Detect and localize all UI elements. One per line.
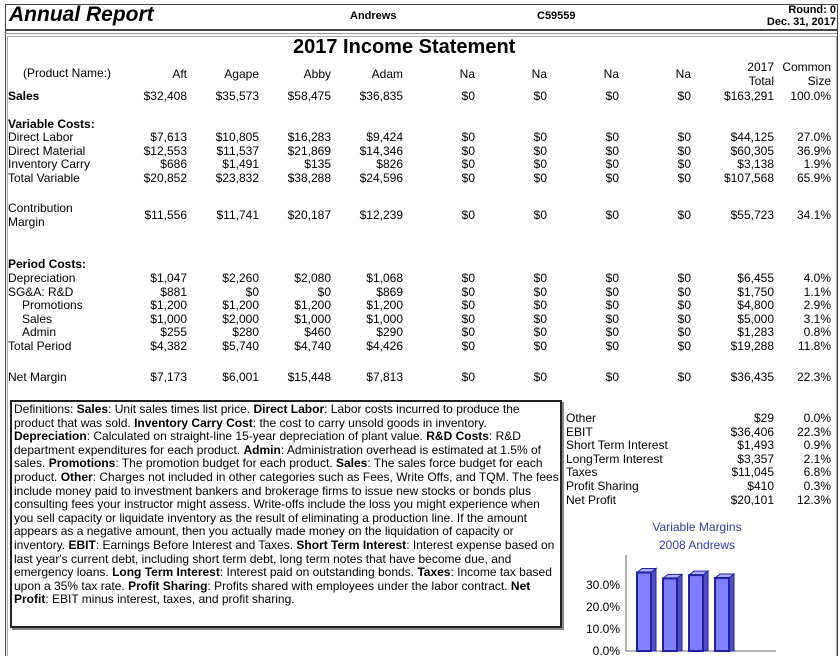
cell-value: $16,283 <box>287 130 331 144</box>
cell-value: $686 <box>160 157 187 172</box>
cell-value: $1,068 <box>366 271 403 285</box>
definition-term: Short Term Interest <box>296 537 407 552</box>
definition-text: : Administration overhead is estimated at 1.5% of sales. <box>14 442 541 471</box>
bar-adam <box>715 578 729 651</box>
variable-cost-label: Total Variable <box>8 170 80 185</box>
cell-value: $0 <box>677 208 691 222</box>
cell-value: $826 <box>376 157 403 172</box>
definition-text: : Earnings Before Interest and Taxes. <box>95 537 297 552</box>
definition-term: Admin <box>243 442 281 457</box>
cell-value: $6,001 <box>222 370 259 384</box>
definition-text: : Unit sales times list price. <box>108 402 254 416</box>
chart-title: Variable Margins <box>652 520 742 534</box>
cell-value: $0 <box>677 284 691 299</box>
cell-value: $4,740 <box>294 339 331 353</box>
cell-value: $11,741 <box>216 208 259 222</box>
cell-value: $24,596 <box>359 170 403 185</box>
cell-value: $0 <box>605 339 619 353</box>
definition-term: Sales <box>335 456 368 471</box>
cell-value: $0 <box>533 298 547 313</box>
cell-value: $2,260 <box>222 271 259 285</box>
cell-value: $0 <box>605 170 619 185</box>
definition-term: Depreciation <box>14 429 87 444</box>
period-cost-label: Sales <box>22 311 53 326</box>
cell-value: $1,200 <box>366 298 403 313</box>
cell-value: $21,869 <box>287 143 331 158</box>
total-value: $163,291 <box>723 89 774 103</box>
summary-percent: 2.1% <box>803 451 831 466</box>
definition-text: : R&D department expenditures for each product. <box>14 429 521 457</box>
cell-value: $1,000 <box>150 311 187 326</box>
cell-value: $12,239 <box>359 208 403 222</box>
cell-value: $0 <box>461 284 475 299</box>
variable-cost-label: Inventory Carry <box>8 157 91 172</box>
product-column-header: Agape <box>224 67 259 81</box>
variable-cost-label: Direct Labor <box>8 130 74 144</box>
summary-percent: 22.3% <box>796 424 831 439</box>
definition-term: Other <box>60 469 93 484</box>
summary-percent: 0.9% <box>803 438 831 453</box>
common-size-header: Size <box>807 74 831 88</box>
summary-percent: 0.0% <box>803 411 831 425</box>
definition-text: : Labor costs incurred to produce the product that was sold. <box>14 402 520 430</box>
summary-value: $3,357 <box>737 451 774 466</box>
cell-value: $0 <box>461 339 475 353</box>
cell-value: $255 <box>160 325 187 340</box>
cell-value: $0 <box>533 311 547 326</box>
cell-value: $0 <box>605 143 619 158</box>
common-size-value: 1.9% <box>803 157 831 172</box>
total-value: $1,283 <box>737 325 774 340</box>
definition-term: Sales <box>76 402 109 416</box>
cell-value: $11,556 <box>144 208 187 222</box>
common-size-value: 2.9% <box>803 298 831 313</box>
cell-value: $1,491 <box>222 157 259 172</box>
y-tick-label: 30.0% <box>585 578 620 592</box>
definition-term: R&D Costs <box>426 429 489 444</box>
sales-label: Sales <box>8 89 40 103</box>
product-column-header: Na <box>531 67 547 81</box>
definition-text: : The promotion budget for each product. <box>115 456 336 471</box>
header-rule-thin <box>5 33 837 34</box>
definition-term: Direct Labor <box>253 402 325 416</box>
common-size-value: 11.8% <box>797 339 831 353</box>
definition-term: Promotions <box>48 456 116 471</box>
cell-value: $0 <box>677 339 691 353</box>
summary-label: EBIT <box>566 424 593 439</box>
summary-percent: 12.3% <box>796 492 831 507</box>
cell-value: $14,346 <box>359 143 403 158</box>
cell-value: $0 <box>533 143 547 158</box>
cell-value: $0 <box>533 157 547 172</box>
cell-value: $12,553 <box>143 143 187 158</box>
summary-label: Taxes <box>566 465 598 480</box>
report-date: Dec. 31, 2017 <box>766 16 836 28</box>
cell-value: $58,475 <box>287 89 331 103</box>
total-value: $1,750 <box>737 284 774 299</box>
definition-term: Long Term Interest <box>112 565 220 580</box>
cell-value: $0 <box>677 298 691 313</box>
contribution-label: Contribution <box>8 201 73 215</box>
summary-value: $1,493 <box>737 438 774 453</box>
variable-margins-chart <box>576 555 836 655</box>
cell-value: $0 <box>533 339 547 353</box>
period-costs-heading: Period Costs: <box>8 257 87 271</box>
common-size-value: 22.3% <box>796 370 831 384</box>
cell-value: $0 <box>533 370 547 384</box>
cell-value: $0 <box>317 284 331 299</box>
total-value: $19,288 <box>730 339 774 353</box>
total-value: $44,125 <box>730 130 774 144</box>
y-tick-label: 10.0% <box>585 622 620 636</box>
cell-value: $0 <box>461 89 475 103</box>
definition-term: Profit Sharing <box>128 578 208 593</box>
definition-term: Net Profit <box>14 578 531 607</box>
cell-value: $0 <box>677 170 691 185</box>
cell-value: $0 <box>533 325 547 340</box>
cell-value: $20,852 <box>143 170 187 185</box>
total-value: $6,455 <box>737 271 774 285</box>
net-margin-label: Net Margin <box>8 370 67 384</box>
cell-value: $0 <box>461 370 475 384</box>
product-column-header: Na <box>603 67 619 81</box>
common-size-value: 4.0% <box>803 271 831 285</box>
cell-value: $0 <box>245 284 259 299</box>
total-value: $5,000 <box>737 311 774 326</box>
cell-value: $7,613 <box>150 130 187 144</box>
product-column-header: Adam <box>371 67 403 81</box>
summary-percent: 0.3% <box>803 479 831 493</box>
cell-value: $11,537 <box>216 143 259 158</box>
summary-label: Net Profit <box>566 492 617 507</box>
cell-value: $15,448 <box>287 370 331 384</box>
total-value: $4,800 <box>737 298 774 313</box>
definition-text: : Charges not included in other categories such as Fees, Write Offs, and TQM. The fees include money paid to investment bankers and brokerage firms to issue new stocks or bonds plus consulting fees your instructor might assess. Write-offs include the loss you might experience when you sell capacity or liquidate inventory as the result of eliminating a production line. If the amount appears as a negative amount, then you actually made money on the liquidation of capacity or inventory. <box>14 469 559 552</box>
definition-text: : Income tax based upon a 35% tax rate. <box>14 565 552 593</box>
cell-value: $7,173 <box>150 370 187 384</box>
bar-agape <box>663 578 677 651</box>
cell-value: $0 <box>605 370 619 384</box>
cell-value: $0 <box>605 271 619 285</box>
variable-cost-label: Direct Material <box>8 143 86 158</box>
cell-value: $20,187 <box>287 208 331 222</box>
summary-label: Other <box>566 411 597 425</box>
total-header-year: 2017 <box>747 60 774 74</box>
common-header: Common <box>782 60 831 74</box>
cell-value: $0 <box>677 311 691 326</box>
cell-value: $23,832 <box>215 170 259 185</box>
definition-text: : The sales force budget for each product. <box>14 456 543 484</box>
cell-value: $4,382 <box>150 339 187 353</box>
product-column-header: Abby <box>303 67 331 81</box>
summary-label: LongTerm Interest <box>566 451 663 466</box>
summary-value: $11,045 <box>731 465 774 480</box>
cell-value: $280 <box>232 325 259 340</box>
cell-value: $0 <box>677 130 691 144</box>
cell-value: $32,408 <box>143 89 187 103</box>
cell-value: $0 <box>461 157 475 172</box>
definition-text: : Interest paid on outstanding bonds. <box>219 565 418 580</box>
common-size-value: 65.9% <box>796 170 831 185</box>
cell-value: $0 <box>677 271 691 285</box>
product-name-label: (Product Name:) <box>23 66 112 80</box>
cell-value: $0 <box>605 89 619 103</box>
definition-text: : Calculated on straight-line 15-year depreciation of plant value. <box>86 429 427 444</box>
cell-value: $2,080 <box>294 271 331 285</box>
cell-value: $0 <box>605 157 619 172</box>
cell-value: $0 <box>461 325 475 340</box>
cell-value: $0 <box>533 130 547 144</box>
total-value: $107,568 <box>723 170 774 185</box>
cell-value: $0 <box>533 170 547 185</box>
report-title: Annual Report <box>9 3 154 26</box>
cell-value: $7,813 <box>366 370 403 384</box>
total-value: $3,138 <box>737 157 774 172</box>
statement-title: 2017 Income Statement <box>293 36 516 58</box>
common-size-value: 100.0% <box>790 89 831 103</box>
cell-value: $36,835 <box>359 89 403 103</box>
bar-aft <box>637 572 651 651</box>
cell-value: $0 <box>677 325 691 340</box>
common-size-value: 3.1% <box>803 311 831 326</box>
product-column-header: Na <box>675 67 691 81</box>
cell-value: $0 <box>677 89 691 103</box>
cell-value: $38,288 <box>287 170 331 185</box>
cell-value: $9,424 <box>366 130 403 144</box>
period-cost-label: SG&A: R&D <box>8 284 74 299</box>
cell-value: $135 <box>304 157 331 172</box>
total-header: Total <box>748 74 774 88</box>
cell-value: $0 <box>533 208 547 222</box>
total-value: $60,305 <box>730 143 774 158</box>
cell-value: $0 <box>605 325 619 340</box>
common-size-value: 0.8% <box>803 325 831 340</box>
cell-value: $35,573 <box>215 89 259 103</box>
cell-value: $1,200 <box>222 298 259 313</box>
cell-value: $0 <box>461 130 475 144</box>
period-cost-label: Promotions <box>22 298 83 313</box>
period-cost-label: Total Period <box>8 339 72 353</box>
cell-value: $5,740 <box>222 339 259 353</box>
cell-value: $4,426 <box>366 339 403 353</box>
cell-value: $1,200 <box>294 298 331 313</box>
common-size-value: 1.1% <box>803 284 831 299</box>
cell-value: $0 <box>605 284 619 299</box>
definitions-box <box>10 400 562 628</box>
variable-costs-heading: Variable Costs: <box>8 117 95 131</box>
company-id: C59559 <box>537 10 576 22</box>
y-tick-label: 20.0% <box>585 600 620 614</box>
cell-value: $1,000 <box>294 311 331 326</box>
y-tick-label: 0.0% <box>592 644 620 655</box>
definition-term: Inventory Carry Cost <box>134 415 253 430</box>
cell-value: $0 <box>461 208 475 222</box>
cell-value: $10,805 <box>215 130 259 144</box>
cell-value: $0 <box>533 89 547 103</box>
summary-value: $36,406 <box>730 424 774 439</box>
definition-text: : EBIT minus interest, taxes, and profit sharing. <box>45 592 295 607</box>
definition-text: : Interest expense based on last year's current debt, including short term debt, long term notes that have become due, and emergency loans. <box>14 537 555 580</box>
cell-value: $0 <box>461 298 475 313</box>
cell-value: $0 <box>461 143 475 158</box>
period-cost-label: Admin <box>22 325 57 340</box>
summary-percent: 6.8% <box>803 465 831 480</box>
cell-value: $0 <box>461 170 475 185</box>
cell-value: $0 <box>605 208 619 222</box>
summary-value: $29 <box>753 411 774 425</box>
cell-value: $0 <box>677 370 691 384</box>
cell-value: $0 <box>605 311 619 326</box>
common-size-value: 34.1% <box>796 208 831 222</box>
definition-text: : the cost to carry unsold goods in inventory. <box>252 415 487 430</box>
definition-term: Taxes <box>417 565 451 580</box>
product-column-header: Na <box>459 67 475 81</box>
total-value: $36,435 <box>730 370 774 384</box>
cell-value: $1,200 <box>150 298 187 313</box>
bar-abby <box>689 575 703 651</box>
company-name: Andrews <box>350 10 397 22</box>
period-cost-label: Depreciation <box>8 271 76 285</box>
cell-value: $0 <box>605 298 619 313</box>
common-size-value: 27.0% <box>796 130 831 144</box>
header-rule <box>5 29 837 31</box>
cell-value: $1,000 <box>366 311 403 326</box>
chart-subtitle: 2008 Andrews <box>658 538 736 552</box>
cell-value: $1,047 <box>150 271 187 285</box>
cell-value: $0 <box>677 143 691 158</box>
definition-text: Definitions: <box>14 402 77 416</box>
summary-value: $20,101 <box>730 492 774 507</box>
cell-value: $0 <box>461 271 475 285</box>
cell-value: $2,000 <box>222 311 259 326</box>
cell-value: $0 <box>533 271 547 285</box>
cell-value: $0 <box>677 157 691 172</box>
summary-value: $410 <box>747 479 774 493</box>
summary-label: Short Term Interest <box>566 438 668 453</box>
cell-value: $0 <box>461 311 475 326</box>
total-value: $55,723 <box>730 208 774 222</box>
cell-value: $290 <box>376 325 403 340</box>
definition-term: EBIT <box>68 537 96 552</box>
cell-value: $0 <box>605 130 619 144</box>
product-column-header: Aft <box>172 67 187 81</box>
round-label: Round: 0 <box>788 4 836 16</box>
cell-value: $881 <box>160 284 187 299</box>
definitions-text <box>14 403 559 607</box>
cell-value: $0 <box>533 284 547 299</box>
cell-value: $869 <box>376 284 403 299</box>
cell-value: $460 <box>304 325 331 340</box>
margin-label: Margin <box>8 215 45 229</box>
definition-text: : Profits shared with employees under the labor contract. <box>207 578 511 593</box>
summary-label: Profit Sharing <box>566 479 639 493</box>
common-size-value: 36.9% <box>796 143 831 158</box>
